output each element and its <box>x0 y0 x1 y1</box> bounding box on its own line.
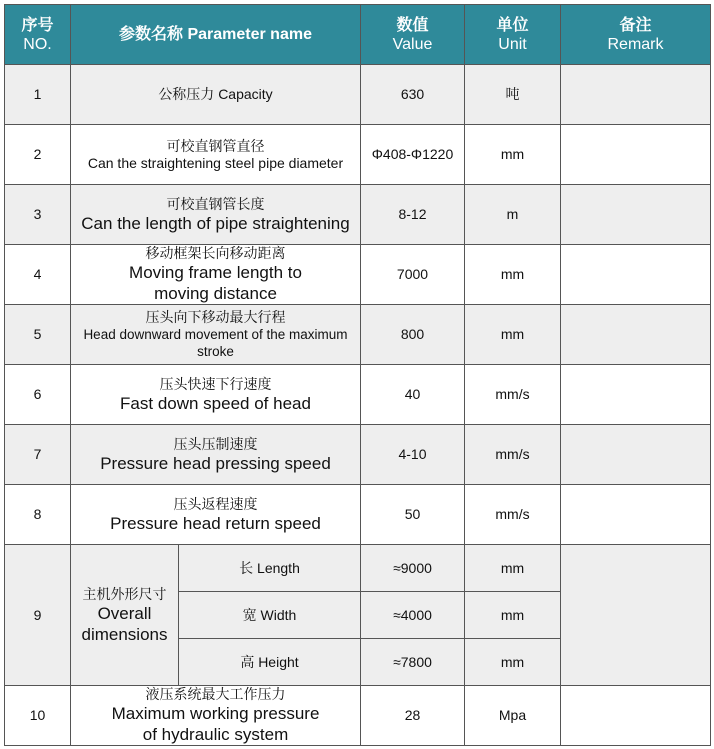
row-value: ≈7800 <box>361 639 465 686</box>
table-row <box>5 305 711 365</box>
row-remark <box>561 305 711 365</box>
row-value: 28 <box>361 686 465 746</box>
table-row <box>5 425 711 485</box>
row-no: 5 <box>5 305 71 365</box>
row-unit: mm <box>465 639 561 686</box>
header-unit: 单位 Unit <box>465 5 561 65</box>
row-unit: mm <box>465 125 561 185</box>
row-param: 压头压制速度 Pressure head pressing speed <box>71 425 361 485</box>
row-no: 3 <box>5 185 71 245</box>
row-param: 液压系统最大工作压力 Maximum working pressure of hydraulic system <box>71 686 361 746</box>
row-unit: mm/s <box>465 425 561 485</box>
row-remark <box>561 545 711 686</box>
row-no: 7 <box>5 425 71 485</box>
row-unit: mm <box>465 545 561 592</box>
row-no: 2 <box>5 125 71 185</box>
parameter-table <box>4 4 711 746</box>
row-no: 1 <box>5 65 71 125</box>
row-remark <box>561 65 711 125</box>
sub-label: 宽 Width <box>179 592 361 639</box>
row-unit: Mpa <box>465 686 561 746</box>
row-value: 50 <box>361 485 465 545</box>
row-remark <box>561 185 711 245</box>
row-param: 移动框架长向移动距离 Moving frame length to moving distance <box>71 245 361 305</box>
row-no: 6 <box>5 365 71 425</box>
table-row <box>5 365 711 425</box>
row-remark <box>561 686 711 746</box>
header-remark: 备注 Remark <box>561 5 711 65</box>
row-param: 压头向下移动最大行程 Head downward movement of the maximum stroke <box>71 305 361 365</box>
row-unit: m <box>465 185 561 245</box>
row-value: Φ408-Φ1220 <box>361 125 465 185</box>
row-param: 压头返程速度 Pressure head return speed <box>71 485 361 545</box>
sub-label: 长 Length <box>179 545 361 592</box>
row-remark <box>561 485 711 545</box>
row-unit: mm/s <box>465 485 561 545</box>
row-param: 公称压力 Capacity <box>71 65 361 125</box>
table-row <box>5 545 711 592</box>
row-value: 800 <box>361 305 465 365</box>
table-row <box>5 485 711 545</box>
row-remark <box>561 125 711 185</box>
row-value: ≈4000 <box>361 592 465 639</box>
row-value: 7000 <box>361 245 465 305</box>
row-param: 压头快速下行速度 Fast down speed of head <box>71 365 361 425</box>
row-param: 可校直钢管长度 Can the length of pipe straightening <box>71 185 361 245</box>
header-no: 序号 NO. <box>5 5 71 65</box>
row-no: 10 <box>5 686 71 746</box>
row-no: 4 <box>5 245 71 305</box>
row-value: ≈9000 <box>361 545 465 592</box>
row-no: 9 <box>5 545 71 686</box>
row-param: 主机外形尺寸 Overall dimensions <box>71 545 179 686</box>
row-unit: mm <box>465 305 561 365</box>
row-unit: mm <box>465 245 561 305</box>
row-remark <box>561 245 711 305</box>
table-row <box>5 245 711 305</box>
row-param: 可校直钢管直径 Can the straightening steel pipe diameter <box>71 125 361 185</box>
row-value: 630 <box>361 65 465 125</box>
header-value: 数值 Value <box>361 5 465 65</box>
row-remark <box>561 425 711 485</box>
row-value: 8-12 <box>361 185 465 245</box>
row-value: 40 <box>361 365 465 425</box>
row-remark <box>561 365 711 425</box>
table-row <box>5 686 711 746</box>
row-value: 4-10 <box>361 425 465 485</box>
header-parameter: 参数名称 Parameter name <box>71 5 361 65</box>
table-row <box>5 65 711 125</box>
table-header-row <box>5 5 711 65</box>
row-unit: mm <box>465 592 561 639</box>
table-row <box>5 185 711 245</box>
row-unit: mm/s <box>465 365 561 425</box>
row-no: 8 <box>5 485 71 545</box>
sub-label: 高 Height <box>179 639 361 686</box>
row-unit: 吨 <box>465 65 561 125</box>
table-row <box>5 125 711 185</box>
